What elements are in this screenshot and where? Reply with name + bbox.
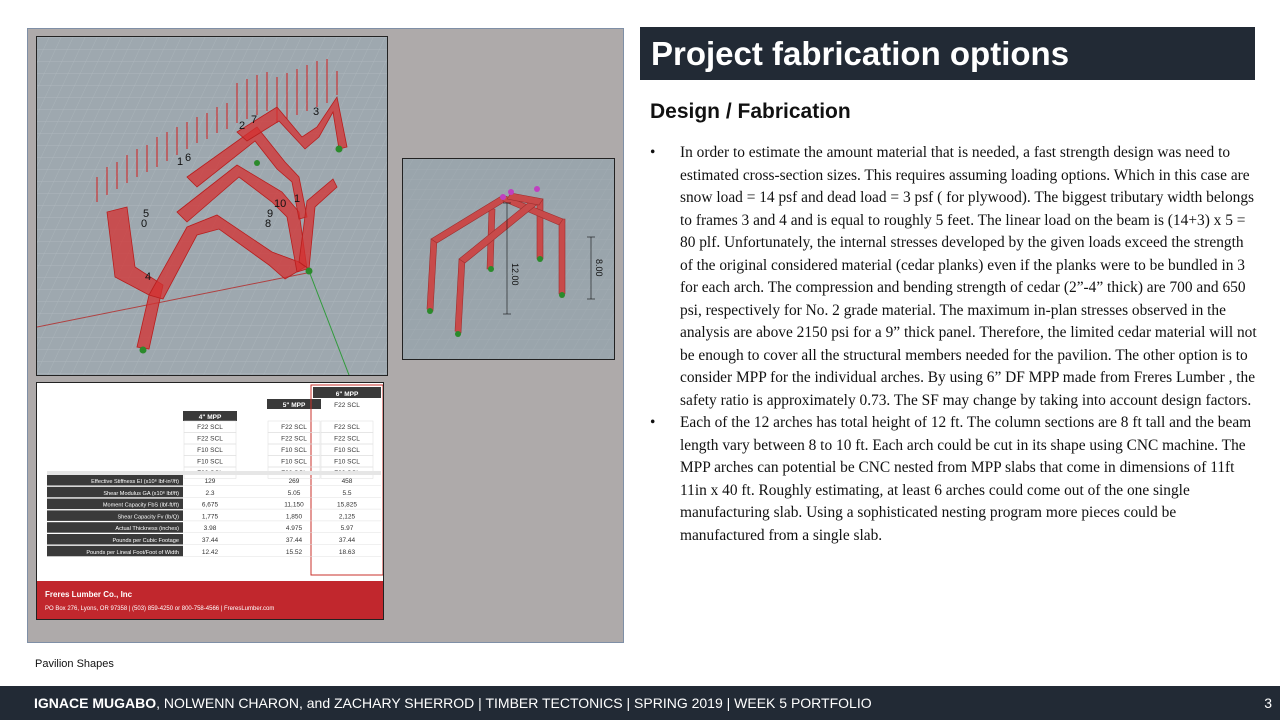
property-label: Pounds per Cubic Footage [112,538,179,544]
property-value: 15.52 [285,548,303,556]
property-value: 18.63 [338,548,356,556]
property-value: 15,825 [337,501,357,509]
footer-bar [0,686,1280,720]
layer-cell: F22 SCL [334,402,360,409]
section-heading: Design / Fabrication [650,100,851,123]
property-value: 37.44 [338,537,356,544]
model-label: 9 [267,208,274,220]
model-label: 3 [313,106,320,118]
height-dimension-label: 12.00 [510,263,520,286]
column-dimension-label: 8.00 [594,259,604,277]
pavilion-3d-drawing [403,159,614,359]
property-label: Actual Thickness (inches) [115,526,179,533]
bullet-glyph: • [650,414,656,431]
property-value: 1,850 [285,513,303,521]
mpp-table-drawing [37,383,383,619]
property-value: 6,675 [201,501,219,509]
bullet-list [650,142,1260,547]
layer-cell: F10 SCL [334,458,360,466]
layer-cell: F10 SCL [281,447,307,454]
col-header-4in: 4" MPP [198,414,222,421]
property-label: Pounds per Lineal Foot/Foot of Width [86,549,179,556]
company-name: Freres Lumber Co., Inc [45,590,133,599]
property-value: 11,150 [284,501,304,509]
property-label: Shear Modulus GA (x10⁶ lbf/ft) [103,490,179,497]
layer-cell: F22 SCL [197,435,223,443]
title-bar [640,27,1255,80]
property-value: 1,775 [201,513,219,521]
property-value: 2.3 [205,489,215,497]
property-value: 37.44 [201,537,219,544]
layer-cell: F10 SCL [334,447,360,454]
model-label: 2 [239,120,246,132]
structural-load-model [36,36,388,376]
model-label: 8 [265,218,272,230]
bullet-item [650,142,1260,412]
property-value: 2,125 [338,513,356,521]
page-number: 3 [1264,695,1272,711]
property-label: Moment Capacity FbS (lbf-ft/ft) [102,502,179,509]
model-label: 10 [274,198,287,210]
property-label: Effective Stiffness EI (x10⁶ lbf-in²/ft) [91,479,179,485]
figure-caption: Pavilion Shapes [35,658,114,670]
footer-text [34,686,872,720]
layer-cell: F22 SCL [334,435,360,443]
property-label: Shear Capacity Fv (lb/Q) [117,514,179,521]
layer-cell: F22 SCL [197,424,223,431]
col-header-5in: 5" MPP [282,402,306,409]
layer-cell: F10 SCL [281,458,307,466]
model-label: 7 [251,114,258,126]
page-title: Project fabrication options [651,35,1070,72]
property-value: 3.98 [203,525,217,533]
layer-cell: F22 SCL [281,435,307,443]
model-label: 5 [143,208,150,220]
pavilion-3d-view [402,158,615,360]
bullet-text: Each of the 12 arches has total height of 12 ft. The column sections are 8 ft tall and the beam length vary between 8 to 10 ft. Each arch could be cut in its shape using CNC machine. The MPP arches can potential be CNC nested from MPP slabs that come in dimensions of 11ft 11in x 40 ft. Roughly estimating, at least 6 arches could come out of the one single manufacturing slab. Using a sophisticated nesting program more pieces could be manufactured from a single slab. [680,414,1252,544]
mpp-spec-table [36,382,384,620]
model-label: 1 [294,193,301,205]
layer-cell: F10 SCL [197,447,223,454]
col-header-6in: 6" MPP [335,391,359,398]
footer-details: , NOLWENN CHARON, and ZACHARY SHERROD | TIMBER TECTONICS | SPRING 2019 | WEEK 5 PORTFOLIO [156,695,872,711]
bullet-text: In order to estimate the amount material that is needed, a fast strength design was need to estimated cross-section sizes. This requires assuming loading options. Which in this case are snow load = 14 psf and dead load = 3 psf ( for plywood). The biggest tributary width belongs to frames 3 and 4 and is equal to roughly 5 feet. The linear load on the beam is (14+3) x 5 = 80 plf. Unfortunately, the internal stresses developed by the given loads exceed the strength of the original considered material (cedar planks) even if the planks were to be bundled in 3 for each arch. The compression and bending strength of cedar (2”-4” thick) are 700 and 650 psi, respectively for No. 2 grade material. The maximum in-plan stresses observed in the analysis are above 2150 psi for a 9” thick panel. Therefore, the limited cedar material will not be enough to cover all the structural members needed for the pavilion. The other option is to consider MPP for the individual arches. By using 6” DF MPP made from Freres Lumber , the safety ratio is approximately 0.73. The SF may change by taking into account design factors. [680,144,1257,409]
property-value: 12.42 [201,548,219,556]
bullet-item [650,412,1260,547]
company-address: PO Box 276, Lyons, OR 97358 | (503) 859-4250 or 800-758-4566 | FreresLumber.com [45,606,275,612]
model-label: 4 [145,271,152,283]
layer-cell: F10 SCL [197,458,223,466]
bullet-glyph: • [650,144,656,161]
property-value: 4.975 [285,525,303,533]
layer-cell: F22 SCL [334,424,360,431]
property-value: 5.05 [287,489,301,497]
model-label: 0 [141,218,148,230]
property-value: 5.5 [342,489,352,497]
layer-cell: F22 SCL [281,424,307,431]
property-value: 5.97 [340,525,354,533]
property-value: 458 [341,478,353,485]
property-value: 37.44 [285,537,303,544]
property-value: 129 [204,478,216,485]
footer-author-bold: IGNACE MUGABO [34,695,157,711]
model-label: 6 [185,152,192,164]
property-value: 269 [288,478,300,485]
load-model-drawing [37,37,387,375]
model-label: 1 [177,156,184,168]
